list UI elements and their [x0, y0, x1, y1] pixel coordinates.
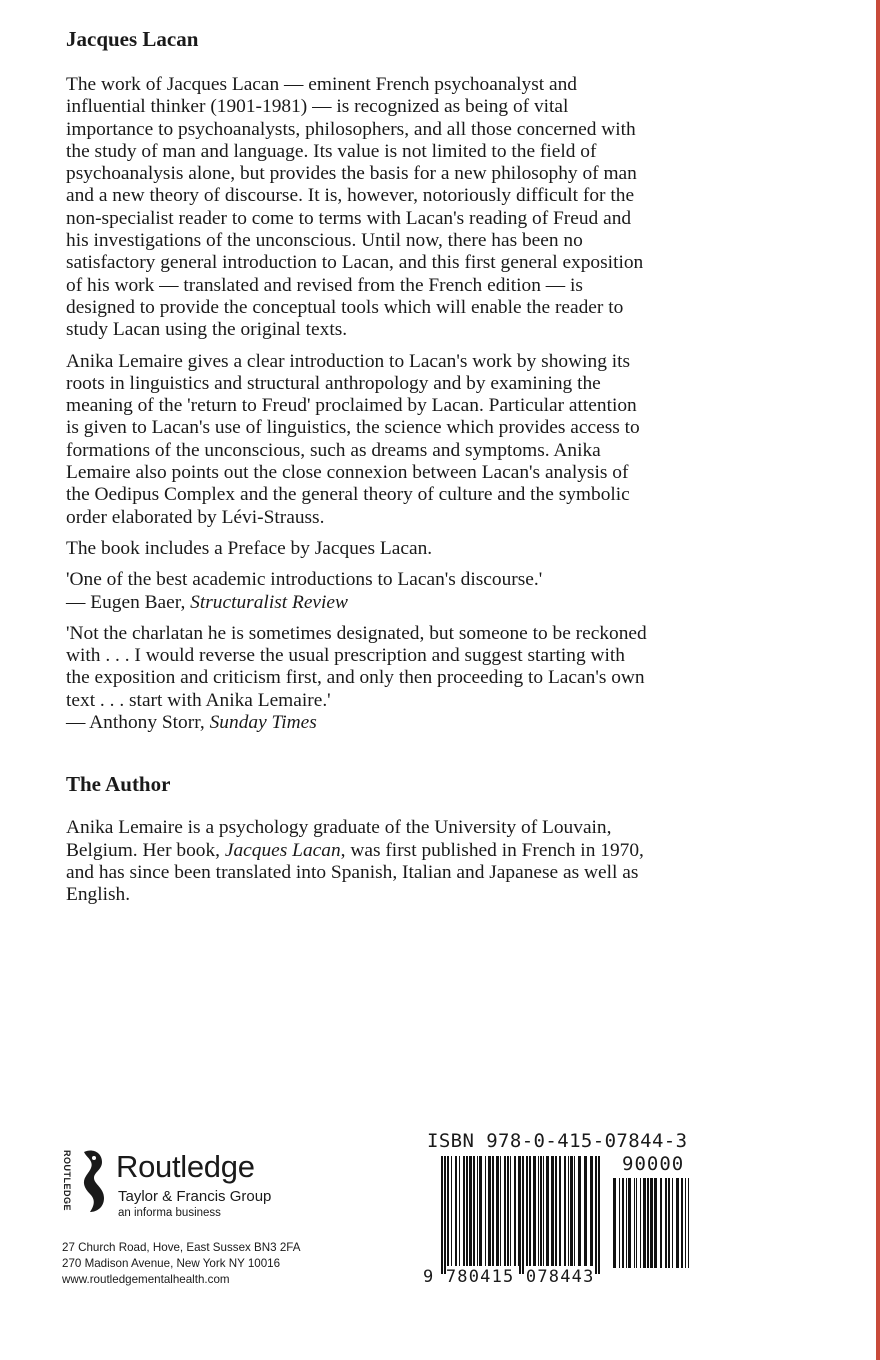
price-code: 90000	[622, 1153, 685, 1175]
address-line: 270 Madison Avenue, New York NY 10016	[62, 1257, 281, 1270]
barcode-bar	[568, 1156, 569, 1266]
barcode-bar	[619, 1178, 620, 1268]
barcode-bar	[485, 1156, 486, 1266]
publisher-address	[62, 1240, 300, 1288]
quote-author: — Anthony Storr,	[66, 712, 205, 734]
author-bio-text: Anika Lemaire is a psychology graduate of the University of Louvain, Belgium. Her book,	[66, 817, 612, 861]
barcode-bar	[665, 1178, 667, 1268]
address-line: 27 Church Road, Hove, East Sussex BN3 2FA	[62, 1241, 301, 1254]
barcode-guard-bar	[595, 1156, 597, 1274]
author-bio	[66, 817, 651, 906]
barcode-guard-bar	[519, 1156, 521, 1274]
ean-digits: 9 780415 078443	[423, 1267, 595, 1287]
barcode-bar	[510, 1156, 511, 1266]
isbn-label: ISBN 978-0-415-07844-3	[427, 1130, 688, 1152]
quote-text: 'Not the charlatan he is sometimes designated, but someone to be reckoned with . . . I would reverse the usual prescription and suggest starting with the exposition and criticism first, and only then proceeding to Lacan's own text . . . start with Anika Lemaire.'	[66, 622, 647, 711]
barcode-bar	[492, 1156, 494, 1266]
book-title-heading: Jacques Lacan	[66, 27, 199, 51]
barcode-bar	[643, 1178, 646, 1268]
description-paragraph-1: The work of Jacques Lacan — eminent French psychoanalyst and influential thinker (1901-1981) — is recognized as being of vital importance to psychoanalysts, philosophers, and all those concerned with the study of man and language. Its value is not limited to the field of psychoanalysis alone, but provides the basis for a new philosophy of man and a new theory of discourse. It is, however, notoriously difficult for the non-specialist reader to come to terms with Lacan's reading of Freud and his investigations of the unconscious. Until now, there has been no satisfactory general introduction to Lacan, and this first general exposition of his work — translated and revised from the French edition — is designed to provide the conceptual tools which will enable the reader to study Lacan using the original texts.	[66, 74, 644, 341]
barcode-bar	[459, 1156, 460, 1266]
barcode-bar	[455, 1156, 457, 1266]
publisher-logo	[62, 1148, 392, 1228]
quote-author: — Eugen Baer,	[66, 591, 186, 613]
barcode-bar	[647, 1178, 649, 1268]
review-quote	[66, 569, 651, 614]
publisher-vertical-mark: ROUTLEDGE	[62, 1150, 72, 1212]
barcode-bar	[463, 1156, 465, 1266]
quote-source: Structuralist Review	[190, 591, 348, 613]
barcode-guard-bar	[444, 1156, 446, 1274]
barcode-bar	[540, 1156, 542, 1266]
barcode-bar	[451, 1156, 452, 1266]
barcode-bar	[518, 1156, 519, 1266]
barcode-icon	[423, 1130, 703, 1290]
barcode-bar	[654, 1178, 657, 1268]
publisher-group: Taylor & Francis Group	[118, 1188, 272, 1205]
barcode-bar	[668, 1178, 670, 1268]
barcode-bar	[650, 1178, 653, 1268]
barcode-bar	[538, 1156, 539, 1266]
barcode-bar	[574, 1156, 575, 1266]
publisher-name: Routledge	[116, 1149, 255, 1184]
barcode-guard-bar	[441, 1156, 443, 1274]
preface-note: The book includes a Preface by Jacques Lacan.	[66, 537, 433, 559]
barcode-bar	[570, 1156, 573, 1266]
barcode-bar	[496, 1156, 499, 1266]
barcode-bar	[504, 1156, 506, 1266]
barcode-bar	[477, 1156, 478, 1266]
author-section	[66, 771, 651, 906]
barcode-bar	[533, 1156, 536, 1266]
author-heading: The Author	[66, 772, 171, 797]
barcode-bar	[584, 1156, 587, 1266]
barcode-bar	[488, 1156, 491, 1266]
author-bio-book-title: Jacques Lacan	[224, 839, 341, 861]
barcode-bar	[672, 1178, 673, 1268]
barcode-bar	[479, 1156, 482, 1266]
barcode-bar	[469, 1156, 472, 1266]
barcode-bar	[660, 1178, 662, 1268]
barcode-bar	[628, 1178, 631, 1268]
barcode-bar	[473, 1156, 475, 1266]
quote-source: Sunday Times	[209, 712, 317, 734]
barcode-bar	[685, 1178, 686, 1268]
isbn-barcode	[423, 1130, 703, 1290]
barcode-bar	[447, 1156, 449, 1266]
barcode-bar	[640, 1178, 641, 1268]
quote-attribution	[66, 592, 651, 614]
barcode-guard-bar	[522, 1156, 524, 1274]
barcode-bar	[564, 1156, 566, 1266]
cover-edge-stripe	[876, 0, 880, 1360]
description-paragraph-2: Anika Lemaire gives a clear introduction to Lacan's work by showing its roots in linguistics and structural anthropology and by examining the meaning of the 'return to Freud' proclaimed by Lacan. Particular attention is given to Lacan's use of linguistics, the science which provides access to formations of the unconscious, such as dreams and symptoms. Anika Lemaire also points out the close connexion between Lacan's analysis of the Oedipus Complex and the general theory of culture and the symbolic order elaborated by Lévi-Strauss.	[66, 350, 640, 528]
barcode-bar	[507, 1156, 509, 1266]
barcode-bar	[546, 1156, 549, 1266]
barcode-bar	[514, 1156, 516, 1266]
barcode-bar	[543, 1156, 544, 1266]
quote-text: 'One of the best academic introductions to Lacan's discourse.'	[66, 569, 543, 591]
barcode-bar	[626, 1178, 627, 1268]
address-line: www.routledgementalhealth.com	[62, 1273, 230, 1286]
quote-attribution	[66, 712, 651, 734]
barcode-bar	[529, 1156, 531, 1266]
barcode-bar	[636, 1178, 637, 1268]
barcode-bar	[688, 1178, 689, 1268]
author-bio-text-end: , was first published in French in 1970, and has since been translated into Spanish, Italian and Japanese as well as English.	[66, 839, 644, 906]
back-cover-text	[66, 26, 651, 916]
barcode-bar	[634, 1178, 635, 1268]
barcode-bar	[613, 1178, 616, 1268]
routledge-knight-icon	[74, 1148, 110, 1214]
publisher-tagline: an informa business	[118, 1207, 221, 1219]
review-quote	[66, 623, 651, 734]
publisher-block	[62, 1148, 392, 1286]
barcode-bar	[681, 1178, 683, 1268]
barcode-bar	[466, 1156, 468, 1266]
barcode-bar	[555, 1156, 557, 1266]
barcode-bar	[500, 1156, 501, 1266]
barcode-bar	[622, 1178, 624, 1268]
barcode-bar	[551, 1156, 554, 1266]
barcode-bar	[590, 1156, 593, 1266]
barcode-bar	[578, 1156, 581, 1266]
barcode-guard-bar	[598, 1156, 600, 1274]
barcode-bar	[526, 1156, 528, 1266]
barcode-bar	[676, 1178, 679, 1268]
barcode-bar	[559, 1156, 561, 1266]
